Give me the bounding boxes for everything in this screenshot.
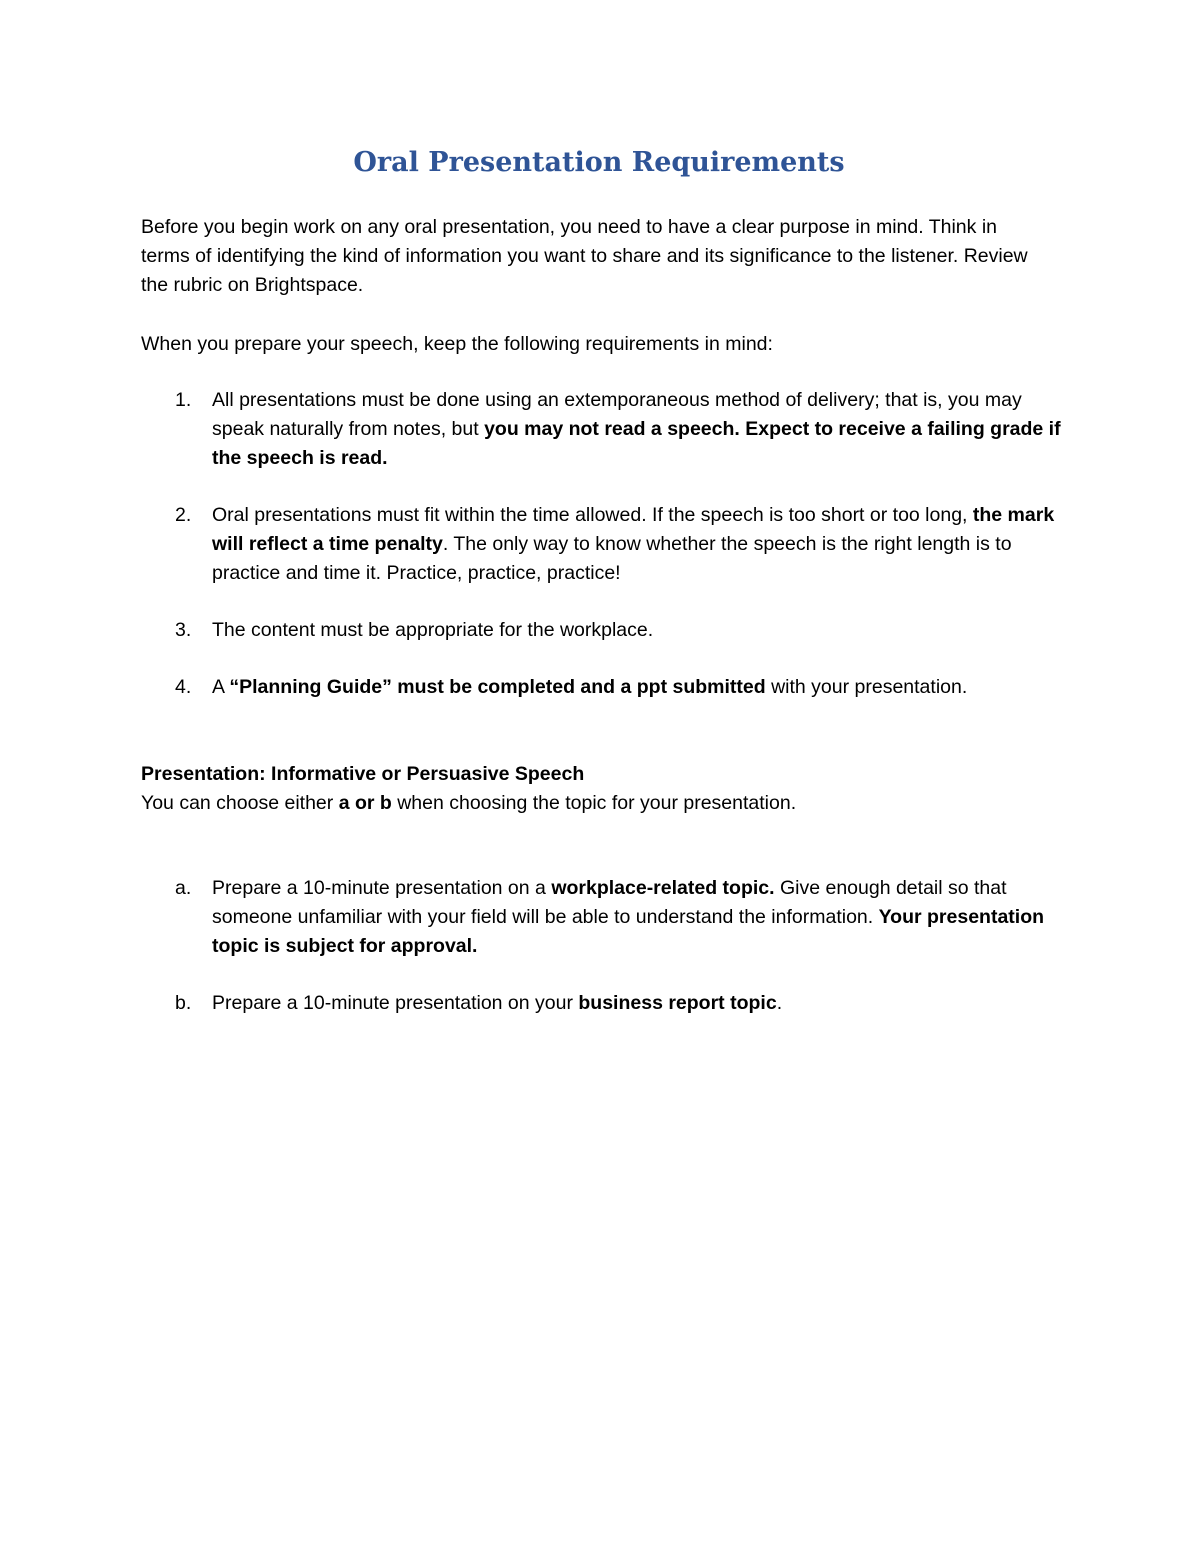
intro-paragraph: Before you begin work on any oral presentation, you need to have a clear purpose in mind. Think in terms of identifying the kind of information you want to share and its significance to the listener. Review the rubric on Brightspace. — [141, 216, 1028, 296]
list-text: All presentations must be done using an extemporaneous method of delivery; that is, you may speak naturally from notes, but — [212, 389, 1022, 440]
list-item — [141, 386, 1061, 473]
list-bold-text: “Planning Guide” must be completed and a ppt submitted — [229, 676, 766, 698]
list-marker: 4. — [175, 676, 192, 698]
list-bold-text: you may not read a speech. Expect to receive a failing grade if the speech is read. — [212, 418, 1061, 469]
list-marker: 1. — [175, 389, 192, 411]
list-item — [141, 989, 1061, 1018]
lead-in-paragraph: When you prepare your speech, keep the following requirements in mind: — [141, 333, 773, 355]
section-text: when choosing the topic for your presentation. — [391, 792, 797, 814]
presentation-section — [141, 760, 1061, 818]
list-text: A — [212, 676, 230, 698]
list-text: Oral presentations must fit within the time allowed. If the speech is too short or too long, — [212, 504, 973, 526]
list-text: with your presentation. — [765, 676, 968, 698]
list-text: Prepare a 10-minute presentation on a — [212, 877, 552, 899]
list-marker: a. — [175, 877, 192, 899]
list-item — [141, 616, 1061, 645]
list-text: . The only way to know whether the speech is the right length is to practice and time it. Practice, practice, practice! — [212, 533, 1012, 584]
list-bold-text: Your presentation topic is subject for approval. — [212, 906, 1045, 957]
list-marker: b. — [175, 992, 192, 1014]
list-bold-text: workplace-related topic. — [551, 877, 775, 899]
section-text: You can choose either — [141, 792, 339, 814]
section-heading — [141, 760, 1061, 789]
list-text: The content must be appropriate for the workplace. — [212, 619, 654, 641]
list-bold-text: the mark will reflect a time penalty — [212, 504, 1055, 555]
section-heading-text: Presentation: Informative or Persuasive Speech — [141, 763, 585, 785]
list-marker: 2. — [175, 504, 192, 526]
list-item — [141, 874, 1061, 961]
list-item — [141, 673, 1061, 702]
list-text: . — [776, 992, 783, 1014]
list-marker: 3. — [175, 619, 192, 641]
section-instruction — [141, 789, 1061, 818]
section-bold-text: a or b — [338, 792, 392, 814]
list-text: Prepare a 10-minute presentation on your — [212, 992, 579, 1014]
list-text: Give enough detail so that someone unfamiliar with your field will be able to understand the information. — [212, 877, 1007, 928]
options-list — [141, 874, 1061, 1046]
list-item — [141, 501, 1061, 588]
list-bold-text: business report topic — [578, 992, 777, 1014]
requirements-list — [141, 386, 1061, 730]
page-title: Oral Presentation Requirements — [353, 147, 845, 178]
